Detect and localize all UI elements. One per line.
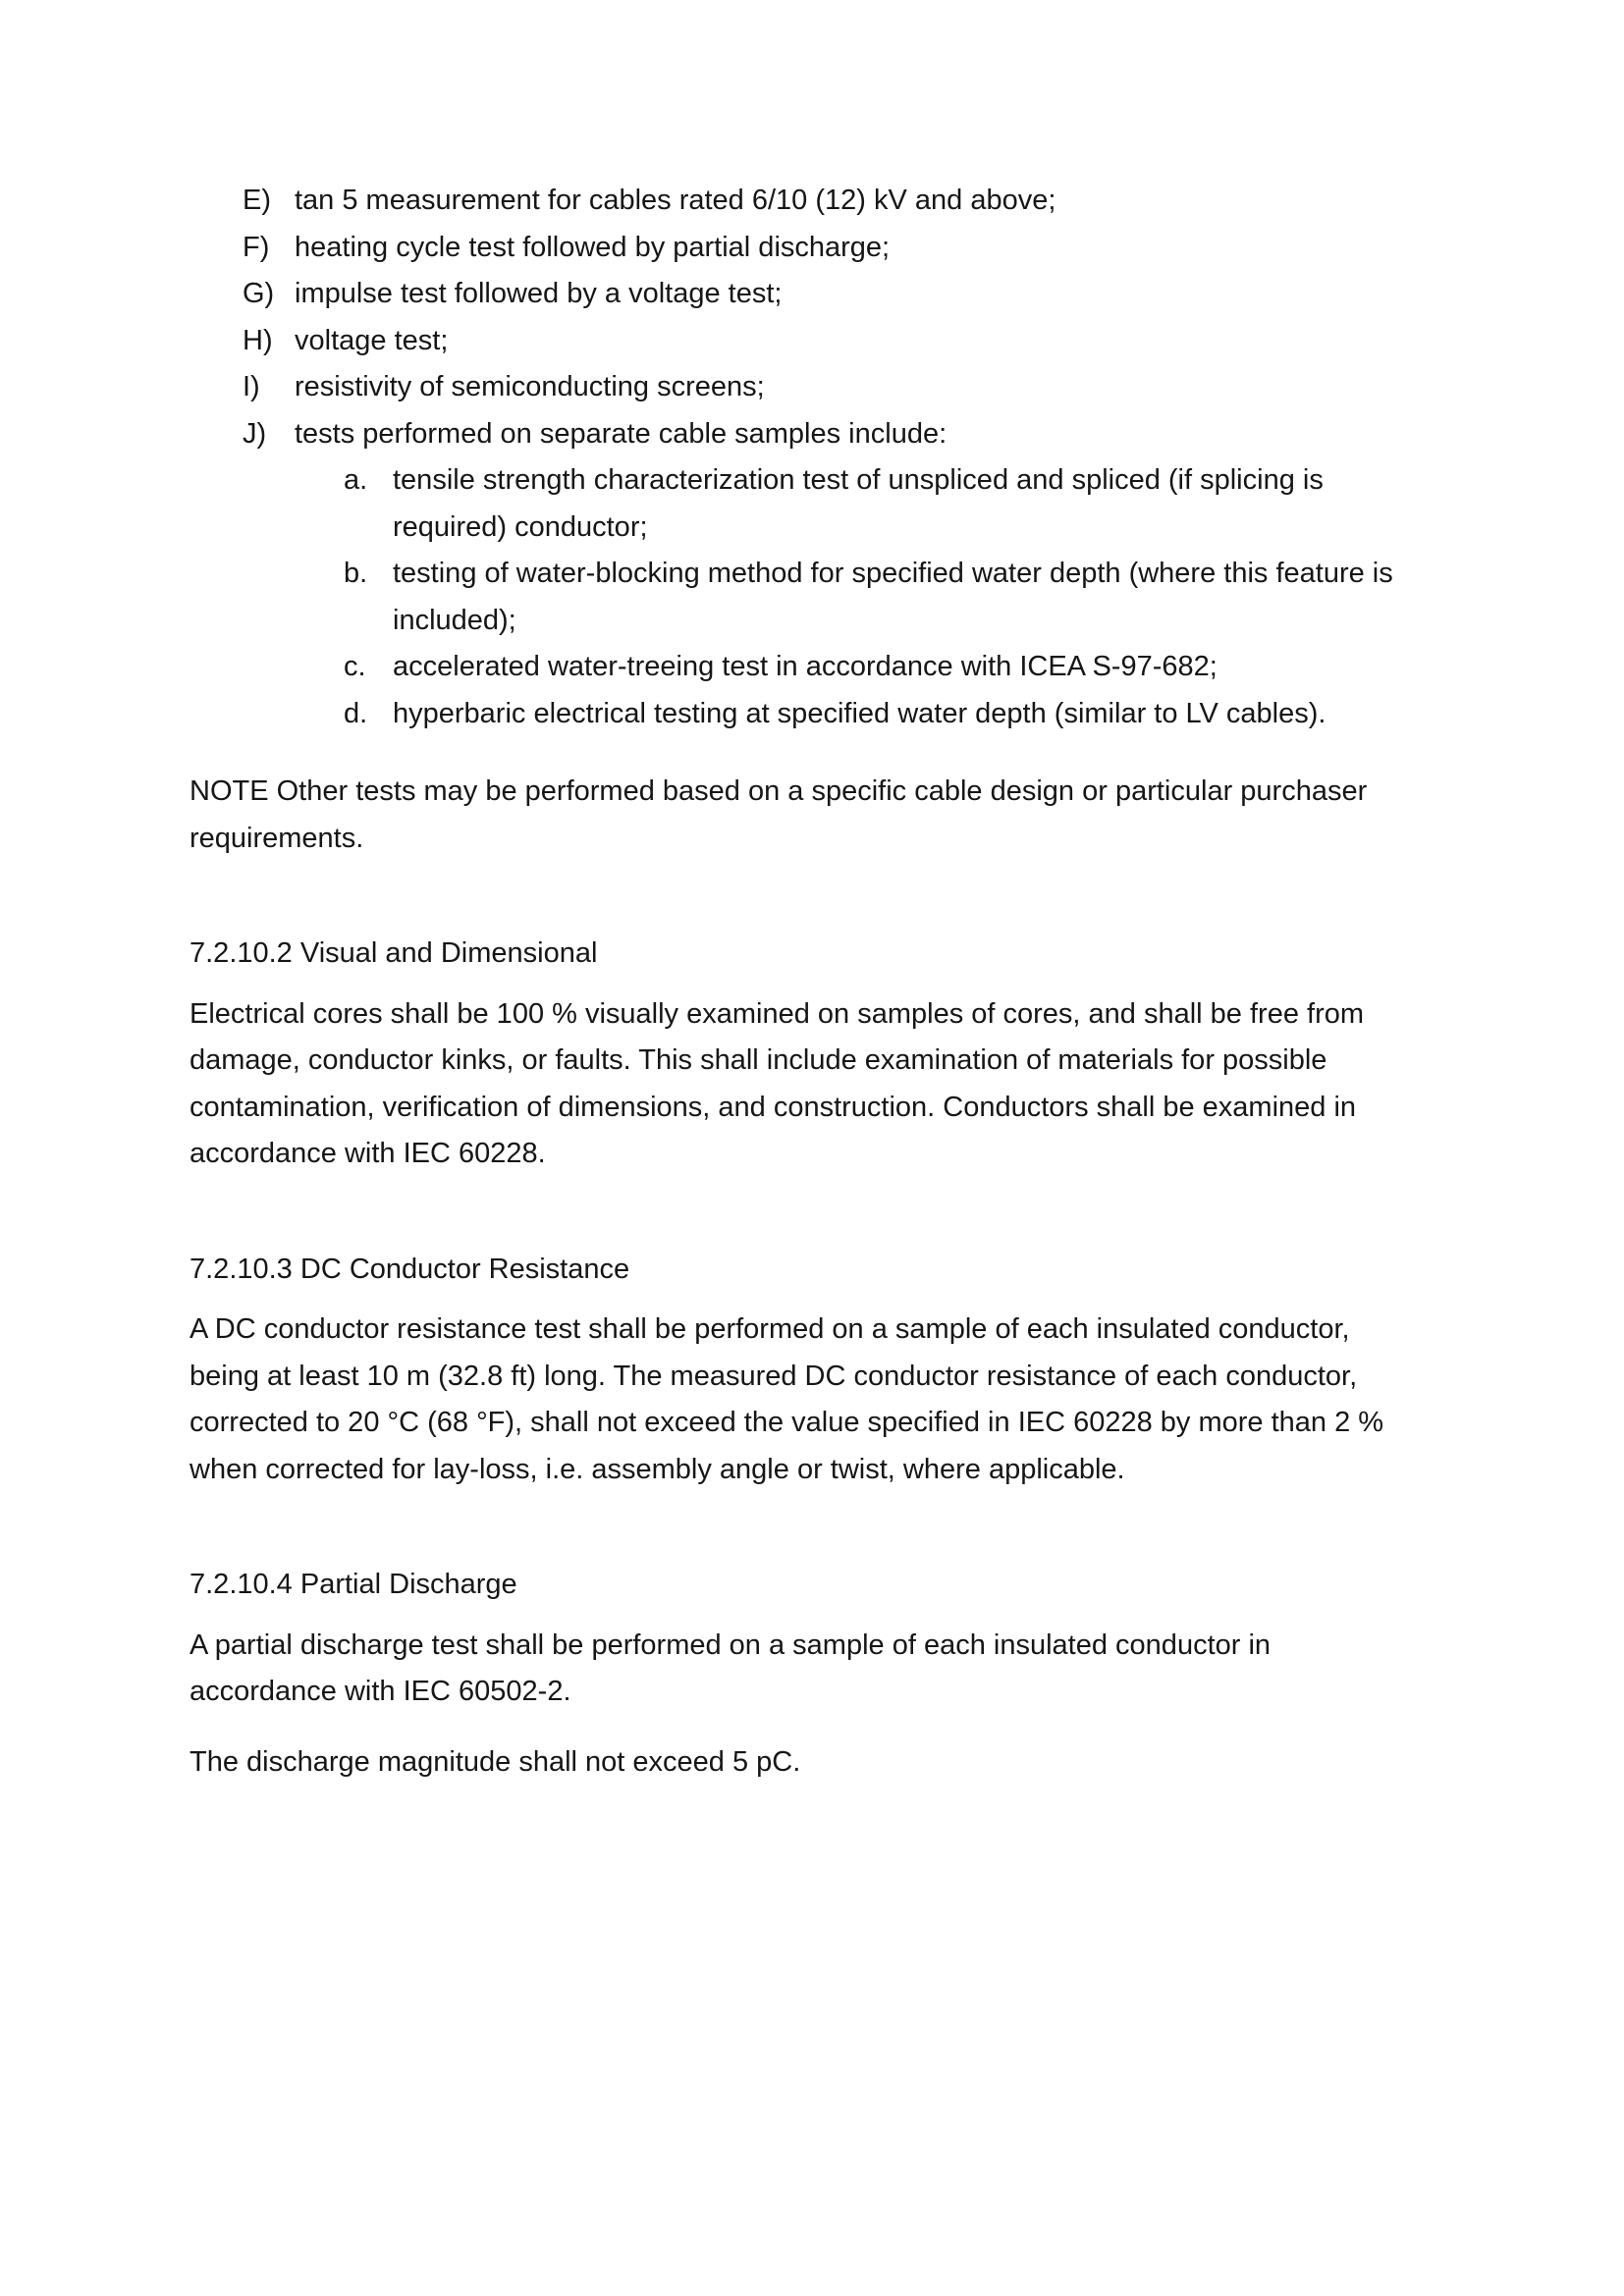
- section-heading: 7.2.10.2 Visual and Dimensional: [189, 937, 598, 969]
- list-item-text: resistivity of semiconducting screens;: [295, 371, 765, 402]
- list-item-marker: J): [243, 417, 267, 450]
- sub-list-item: [189, 691, 1438, 738]
- list-item-text: impulse test followed by a voltage test;: [295, 278, 783, 309]
- section-paragraph: Electrical cores shall be 100 % visually examined on samples of cores, and shall be free from damage, conductor kinks, or faults. This shall include examination of materials for possible contamination, verification of dimensions, and construction. Conductors shall be examined in accordance with IEC 60228.: [189, 997, 1365, 1169]
- sub-list-item: [189, 457, 1438, 551]
- section-paragraph: A partial discharge test shall be performed on a sample of each insulated conductor in accordance with IEC 60502-2.: [189, 1629, 1272, 1707]
- sub-list-item: [189, 644, 1438, 691]
- list-item-text: heating cycle test followed by partial discharge;: [295, 231, 891, 263]
- sub-list-item-marker: c.: [344, 651, 366, 682]
- sub-list-item-text: testing of water-blocking method for specified water depth (where this feature is included);: [393, 558, 1393, 636]
- list-item-text: tan 5 measurement for cables rated 6/10 (12) kV and above;: [295, 185, 1056, 216]
- list-item: [189, 364, 1438, 411]
- section-paragraph: A DC conductor resistance test shall be performed on a sample of each insulated conductor, being at least 10 m (32.8 ft) long. The measured DC conductor resistance of each conductor, corrected to 20 °C (68 °F), shall not exceed the value specified in IEC 60228 by more than 2 % when corrected for lay-loss, i.e. assembly angle or twist, where applicable.: [189, 1313, 1384, 1485]
- sub-list-item-marker: d.: [344, 697, 368, 729]
- section-visual-and-dimensional: [189, 931, 1438, 1178]
- list-item: [189, 225, 1438, 272]
- list-item-marker: F): [243, 231, 270, 263]
- section-heading: 7.2.10.4 Partial Discharge: [189, 1569, 517, 1600]
- sub-list-item-marker: b.: [344, 558, 368, 589]
- section-partial-discharge: [189, 1562, 1438, 1786]
- list-item-marker: H): [243, 324, 273, 356]
- list-item: [189, 178, 1438, 225]
- section-heading: 7.2.10.3 DC Conductor Resistance: [189, 1253, 630, 1285]
- list-item: [189, 411, 1438, 458]
- list-item-text: tests performed on separate cable samples include:: [295, 417, 947, 450]
- sub-list-item: [189, 551, 1438, 644]
- sub-list-item-text: hyperbaric electrical testing at specified water depth (similar to LV cables).: [393, 697, 1326, 729]
- section-dc-conductor-resistance: [189, 1247, 1438, 1494]
- list-item-marker: E): [243, 185, 271, 216]
- note-paragraph: NOTE Other tests may be performed based on a specific cable design or particular purchaser requirements.: [189, 775, 1368, 854]
- list-item: [189, 318, 1438, 365]
- sub-list: [189, 457, 1438, 737]
- section-paragraph: The discharge magnitude shall not exceed 5 pC.: [189, 1745, 801, 1778]
- list-item-marker: G): [243, 278, 275, 309]
- sub-list-item-marker: a.: [344, 464, 368, 496]
- sub-list-item-text: accelerated water-treeing test in accordance with ICEA S-97-682;: [393, 651, 1218, 682]
- document-page: [189, 178, 1438, 1809]
- list-item: [189, 271, 1438, 318]
- lettered-list: [189, 178, 1438, 457]
- list-item-marker: I): [243, 371, 260, 402]
- list-item-text: voltage test;: [295, 324, 449, 356]
- sub-list-item-text: tensile strength characterization test of unspliced and spliced (if splicing is required) conductor;: [393, 464, 1324, 543]
